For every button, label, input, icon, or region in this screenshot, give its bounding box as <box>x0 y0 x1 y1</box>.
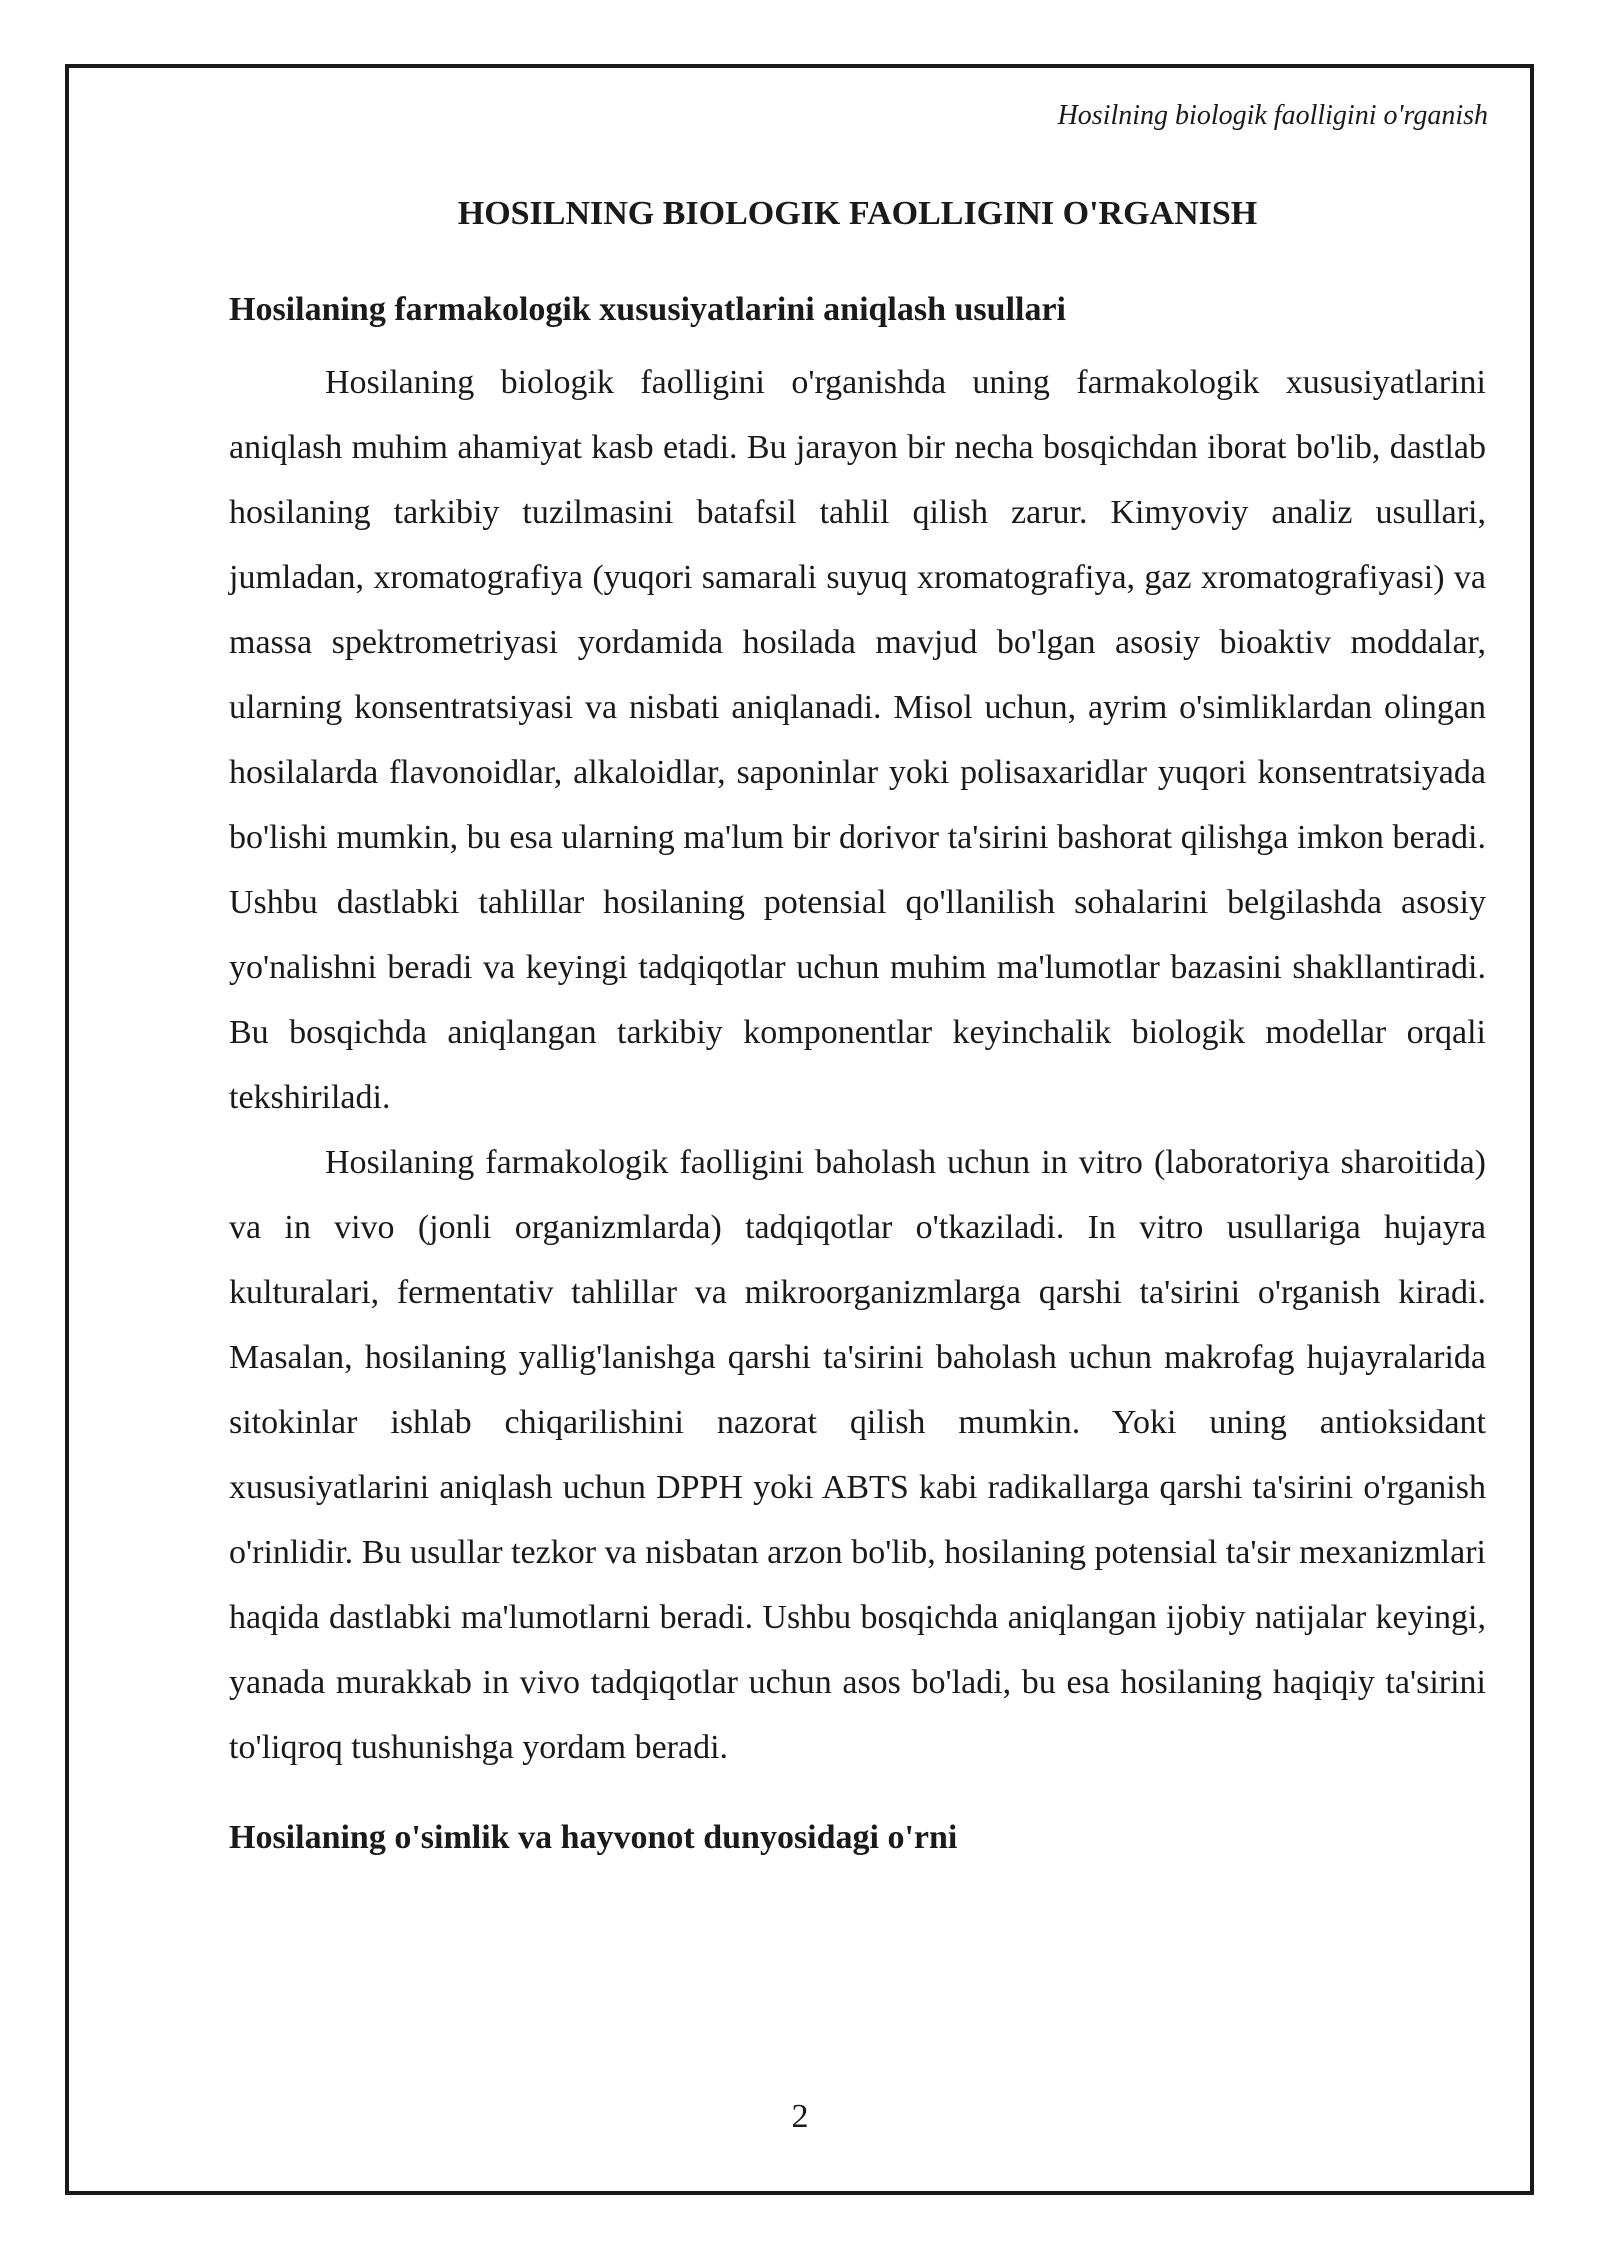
section-heading-pharmacology: Hosilaning farmakologik xususiyatlarini aniqlash usullari <box>229 291 1067 328</box>
document-title: HOSILNING BIOLOGIK FAOLLIGINI O'RGANISH <box>457 195 1258 232</box>
document-body <box>229 186 1486 1878</box>
paragraph-composition-analysis: Hosilaning biologik faolligini o'rganishda uning farmakologik xususiyatlarini aniqlash muhim ahamiyat kasb etadi. Bu jarayon bir necha bosqichdan iborat bo'lib, dastlab hosilaning tarkibiy tuzilmasini batafsil tahlil qilish zarur. Kimyoviy analiz usullari, jumladan, xromatografiya (yuqori samarali suyuq xromatografiya, gaz xromatografiyasi) va massa spektrometriyasi yordamida hosilada mavjud bo'lgan asosiy bioaktiv moddalar, ularning konsentratsiyasi va nisbati aniqlanadi. Misol uchun, ayrim o'simliklardan olingan hosilalarda flavonoidlar, alkaloidlar, saponinlar yoki polisaxaridlar yuqori konsentratsiyada bo'lishi mumkin, bu esa ularning ma'lum bir dorivor ta'sirini bashorat qilishga imkon beradi. Ushbu dastlabki tahlillar hosilaning potensial qo'llanilish sohalarini belgilashda asosiy yo'nalishni beradi va keyingi tadqiqotlar uchun muhim ma'lumotlar bazasini shakllantiradi. Bu bosqichda aniqlangan tarkibiy komponentlar keyinchalik biologik modellar orqali tekshiriladi. <box>229 364 1486 1116</box>
section-heading-ecological-role: Hosilaning o'simlik va hayvonot dunyosidagi o'rni <box>229 1819 958 1856</box>
page-number: 2 <box>791 2098 809 2135</box>
paragraph-in-vitro-in-vivo: Hosilaning farmakologik faolligini baholash uchun in vitro (laboratoriya sharoitida) va in vivo (jonli organizmlarda) tadqiqotlar o'tkaziladi. In vitro usullariga hujayra kulturalari, fermentativ tahlillar va mikroorganizmlarga qarshi ta'sirini o'rganish kiradi. Masalan, hosilaning yallig'lanishga qarshi ta'sirini baholash uchun makrofag hujayralarida sitokinlar ishlab chiqarilishini nazorat qilish mumkin. Yoki uning antioksidant xususiyatlarini aniqlash uchun DPPH yoki ABTS kabi radikallarga qarshi ta'sirini o'rganish o'rinlidir. Bu usullar tezkor va nisbatan arzon bo'lib, hosilaning potensial ta'sir mexanizmlari haqida dastlabki ma'lumotlarni beradi. Ushbu bosqichda aniqlangan ijobiy natijalar keyingi, yanada murakkab in vivo tadqiqotlar uchun asos bo'ladi, bu esa hosilaning haqiqiy ta'sirini to'liqroq tushunishga yordam beradi. <box>229 1144 1486 1766</box>
running-header: Hosilning biologik faolligini o'rganish <box>1057 100 1488 131</box>
